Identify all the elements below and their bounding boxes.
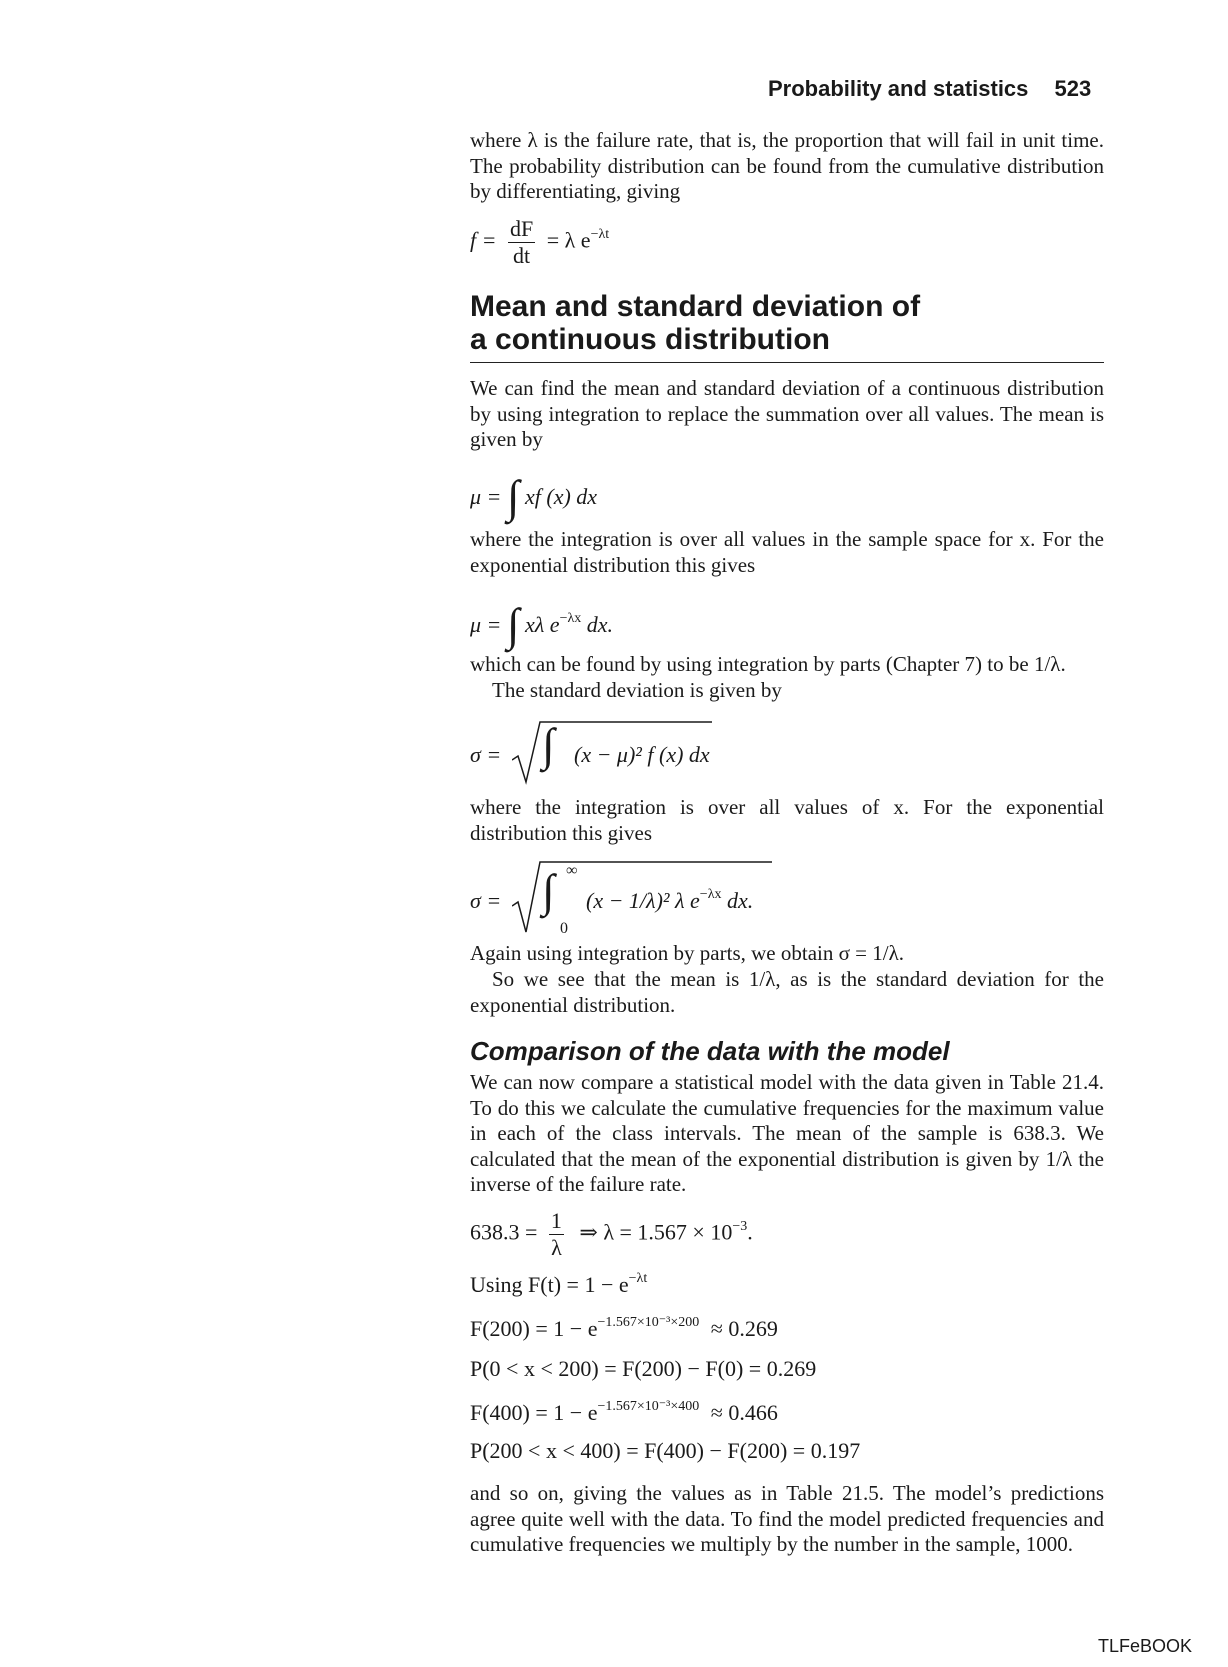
eq-sigma1-lhs: σ = — [470, 742, 502, 767]
eq-F400-exp: −1.567×10⁻³×400 — [597, 1399, 700, 1414]
equation-sigma-2 — [470, 860, 790, 940]
eq-sigma2-upper: ∞ — [566, 862, 578, 879]
eq-lambda-num: 1 — [550, 1208, 562, 1233]
integral-sign: ∫ — [542, 865, 555, 916]
std-intro-paragraph: The standard deviation is given by — [492, 678, 782, 702]
parts-paragraph-1: which can be found by using integration by parts (Chapter 7) to be 1/λ. — [470, 652, 1066, 676]
mean-equals-paragraph: So we see that the mean is 1/λ, as is the standard deviation for the exponential distribution. — [470, 967, 1104, 1017]
eq-F200-exp: −1.567×10⁻³×200 — [597, 1315, 700, 1330]
eq-sigma2-exp: −λx — [699, 887, 722, 902]
equation-mu-1 — [470, 462, 598, 522]
eq-using-exp: −λt — [628, 1271, 648, 1286]
section-heading-line-1: Mean and standard deviation of — [470, 290, 921, 323]
eq-mu2-integrand-b: dx. — [581, 612, 614, 637]
comparison-paragraph: We can now compare a statistical model with the data given in Table 21.4. To do this we calculate the cumulative frequencies for the maximum value in each of the class intervals. The mean of the sample is 638.3. We calculated that the mean of the exponential distribution is given by 1/λ the inverse of the failure rate. — [470, 1070, 1104, 1196]
equation-P200: P(0 < x < 200) = F(200) − F(0) = 0.269 — [470, 1356, 817, 1381]
eq-lambda-rhs: ⇒ λ = 1.567 × 10 — [579, 1219, 733, 1245]
closing-paragraph: and so on, giving the values as in Table 21.5. The model’s predictions agree quite well with the data. To find the model predicted frequencies and cumulative frequencies we multiply by the number in the sample, 1000. — [470, 1481, 1104, 1556]
eq-f-rhs: = λ e — [546, 227, 591, 253]
eq-f-lhs: f = — [470, 227, 497, 253]
section-heading-line-2: a continuous distribution — [470, 323, 830, 356]
eq-mu2-integrand-a: xλ e — [525, 612, 560, 637]
eq-mu2-exp: −λx — [559, 611, 582, 626]
equation-P400: P(200 < x < 400) = F(400) − F(200) = 0.197 — [470, 1438, 861, 1463]
eq-sigma2-body — [586, 888, 753, 914]
parts-paragraph-2: Again using integration by parts, we obtain σ = 1/λ. — [470, 941, 905, 965]
integral-sign: ∫ — [506, 471, 520, 522]
eq-lambda-exp: −3 — [732, 1218, 748, 1234]
all-x-paragraph: where the integration is over all values of x. For the exponential distribution this gives — [470, 795, 1104, 845]
integral-sign: ∫ — [542, 719, 555, 770]
eq-f-num: dF — [509, 216, 534, 241]
eq-sigma2-integrand-a: (x − 1/λ)² λ e — [586, 888, 700, 913]
subsection-heading: Comparison of the data with the model — [470, 1036, 950, 1066]
running-title: Probability and statistics — [768, 76, 1029, 101]
equation-using — [470, 1272, 647, 1298]
eq-f-den: dt — [513, 243, 531, 268]
sample-space-paragraph: where the integration is over all values in the sample space for x. For the exponential distribution this gives — [470, 527, 1104, 577]
eq-mu2-lhs: μ = — [470, 612, 502, 637]
eq-f-exp: −λt — [590, 226, 610, 242]
equation-mu-2 — [470, 590, 614, 650]
eq-lambda-den: λ — [551, 1235, 562, 1260]
eq-F400-lhs: F(400) = 1 − e — [470, 1400, 598, 1425]
eq-sigma2-lower: 0 — [560, 920, 568, 937]
eq-F400-rhs: ≈ 0.466 — [710, 1400, 778, 1425]
eq-lambda-fraction — [549, 1208, 564, 1261]
eq-F200-rhs: ≈ 0.269 — [710, 1316, 778, 1341]
equation-sigma-1 — [470, 720, 730, 790]
eq-sigma2-lhs: σ = — [470, 888, 502, 913]
equation-F200 — [470, 1316, 778, 1342]
running-header — [768, 76, 1104, 102]
eq-sigma1-integrand: (x − μ)² f (x) dx — [574, 742, 710, 767]
equation-lambda — [470, 1208, 753, 1261]
equation-F400 — [470, 1400, 778, 1426]
eq-mu1-integrand: xf (x) dx — [525, 484, 598, 509]
mean-intro-paragraph: We can find the mean and standard deviation of a continuous distribution by using integration to replace the summation over all values. The mean is given by — [470, 376, 1104, 451]
section-heading — [470, 290, 1104, 356]
eq-using-text: Using F(t) = 1 − e — [470, 1272, 629, 1297]
watermark: TLFeBOOK — [1098, 1636, 1193, 1656]
eq-F200-lhs: F(200) = 1 − e — [470, 1316, 598, 1341]
equation-f — [470, 216, 609, 269]
eq-lambda-lhs: 638.3 = — [470, 1219, 538, 1245]
intro-paragraph: where λ is the failure rate, that is, the proportion that will fail in unit time. The probability distribution can be found from the cumulative distribution by differentiating, giving — [470, 128, 1104, 203]
eq-mu1-lhs: μ = — [470, 484, 502, 509]
eq-sigma2-integrand-b: dx. — [721, 888, 754, 913]
eq-lambda-tail: . — [747, 1219, 753, 1245]
section-rule — [470, 362, 1104, 363]
page-number: 523 — [1054, 76, 1092, 101]
integral-sign: ∫ — [506, 599, 520, 650]
eq-f-fraction — [508, 216, 535, 269]
